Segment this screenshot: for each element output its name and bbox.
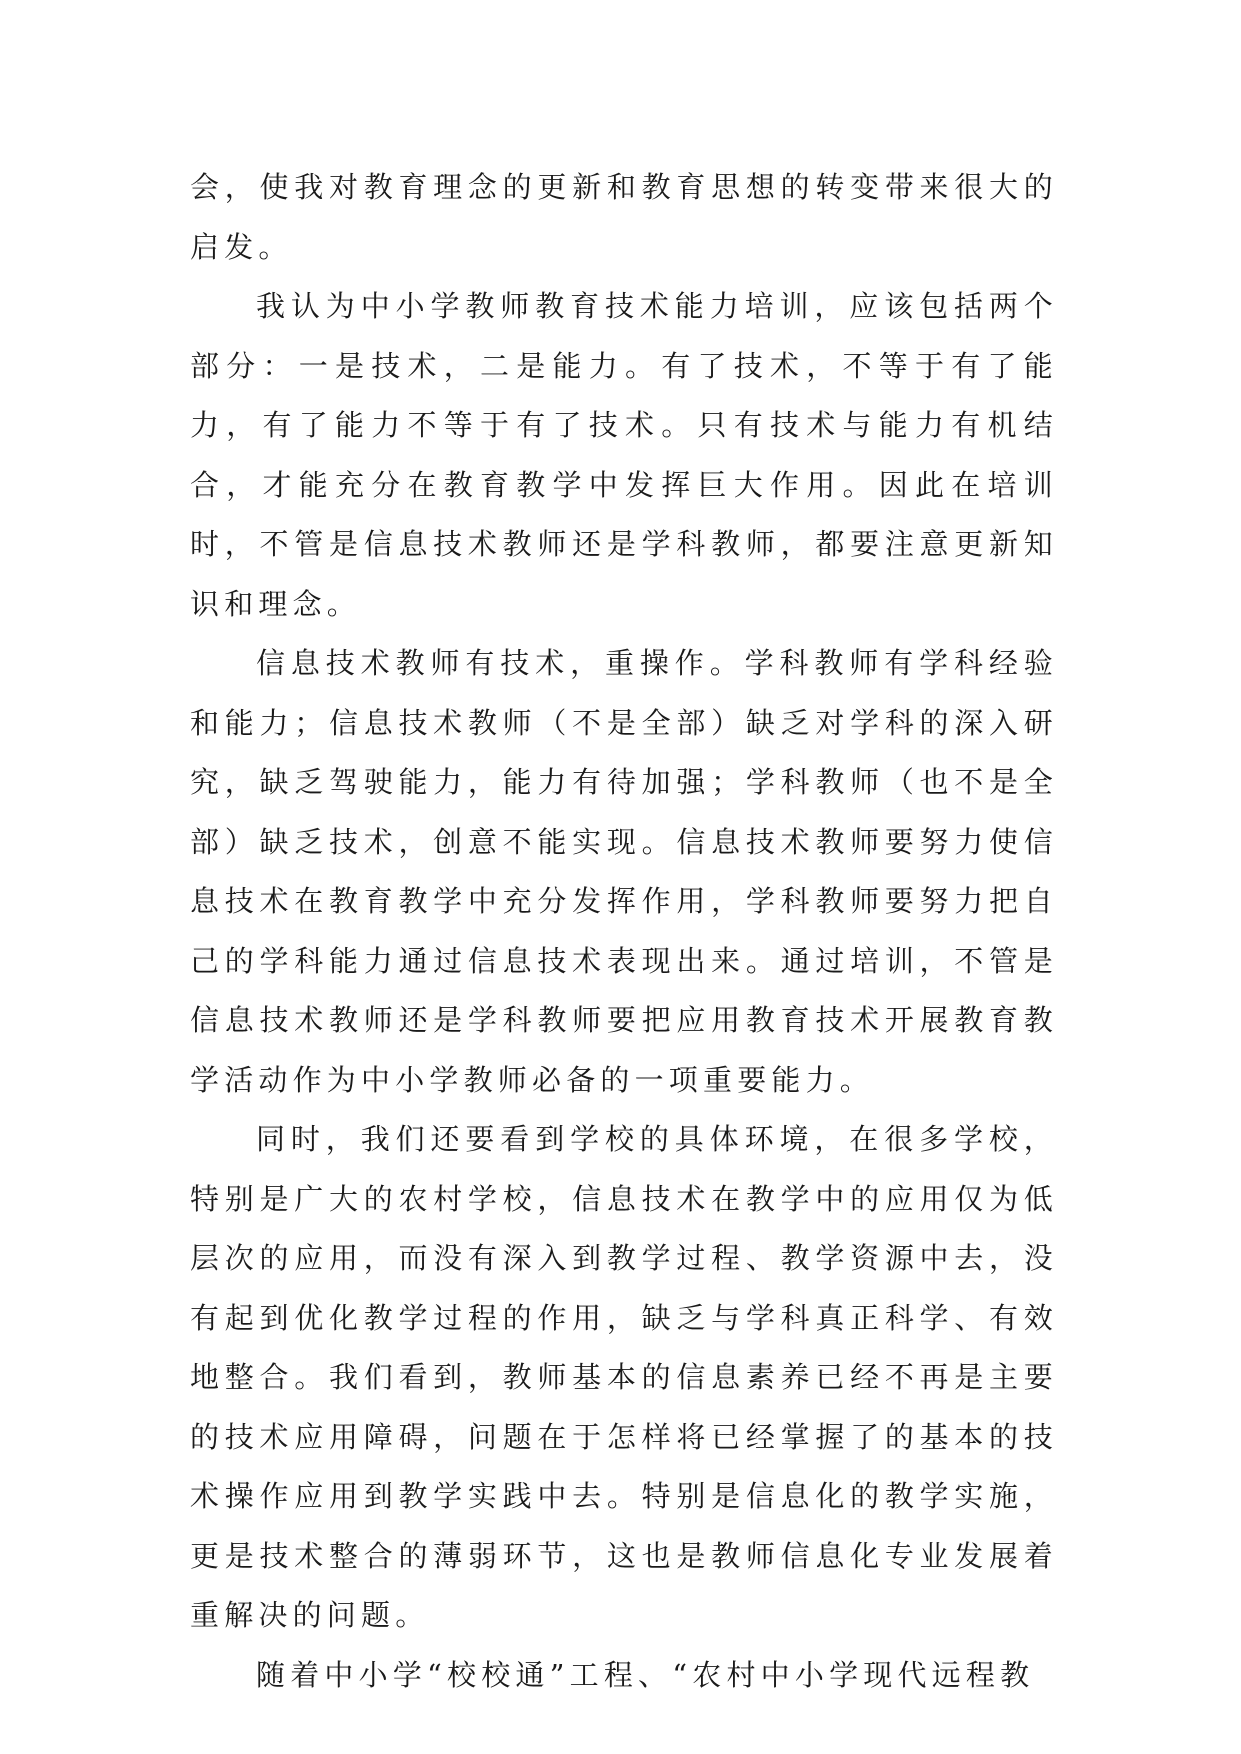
paragraph-projects: 随着中小学“校校通”工程、“农村中小学现代远程教 (256, 1657, 1035, 1692)
document-body (190, 158, 1058, 1705)
paragraph-teacher-roles: 信息技术教师有技术，重操作。学科教师有学科经验和能力；信息技术教师（不是全部）缺乏对学科的深入研究，缺乏驾驶能力，能力有待加强；学科教师（也不是全部）缺乏技术，创意不能实现。信息技术教师要努力使信息技术在教育教学中充分发挥作用，学科教师要努力把自己的学科能力通过信息技术表现出来。通过培训，不管是信息技术教师还是学科教师要把应用教育技术开展教育教学活动作为中小学教师必备的一项重要能力。 (190, 646, 1058, 1097)
paragraph-school-environment: 同时，我们还要看到学校的具体环境，在很多学校，特别是广大的农村学校，信息技术在教学中的应用仅为低层次的应用，而没有深入到教学过程、教学资源中去，没有起到优化教学过程的作用，缺乏与学科真正科学、有效地整合。我们看到，教师基本的信息素养已经不再是主要的技术应用障碍，问题在于怎样将已经掌握了的基本的技术操作应用到教学实践中去。特别是信息化的教学实施，更是技术整合的薄弱环节，这也是教师信息化专业发展着重解决的问题。 (190, 1122, 1058, 1632)
paragraph-continued: 会，使我对教育理念的更新和教育思想的转变带来很大的启发。 (190, 170, 1058, 264)
paragraph-training-scope: 我认为中小学教师教育技术能力培训，应该包括两个部分：一是技术，二是能力。有了技术，不等于有了能力，有了能力不等于有了技术。只有技术与能力有机结合，才能充分在教育教学中发挥巨大作用。因此在培训时，不管是信息技术教师还是学科教师，都要注意更新知识和理念。 (190, 289, 1058, 621)
